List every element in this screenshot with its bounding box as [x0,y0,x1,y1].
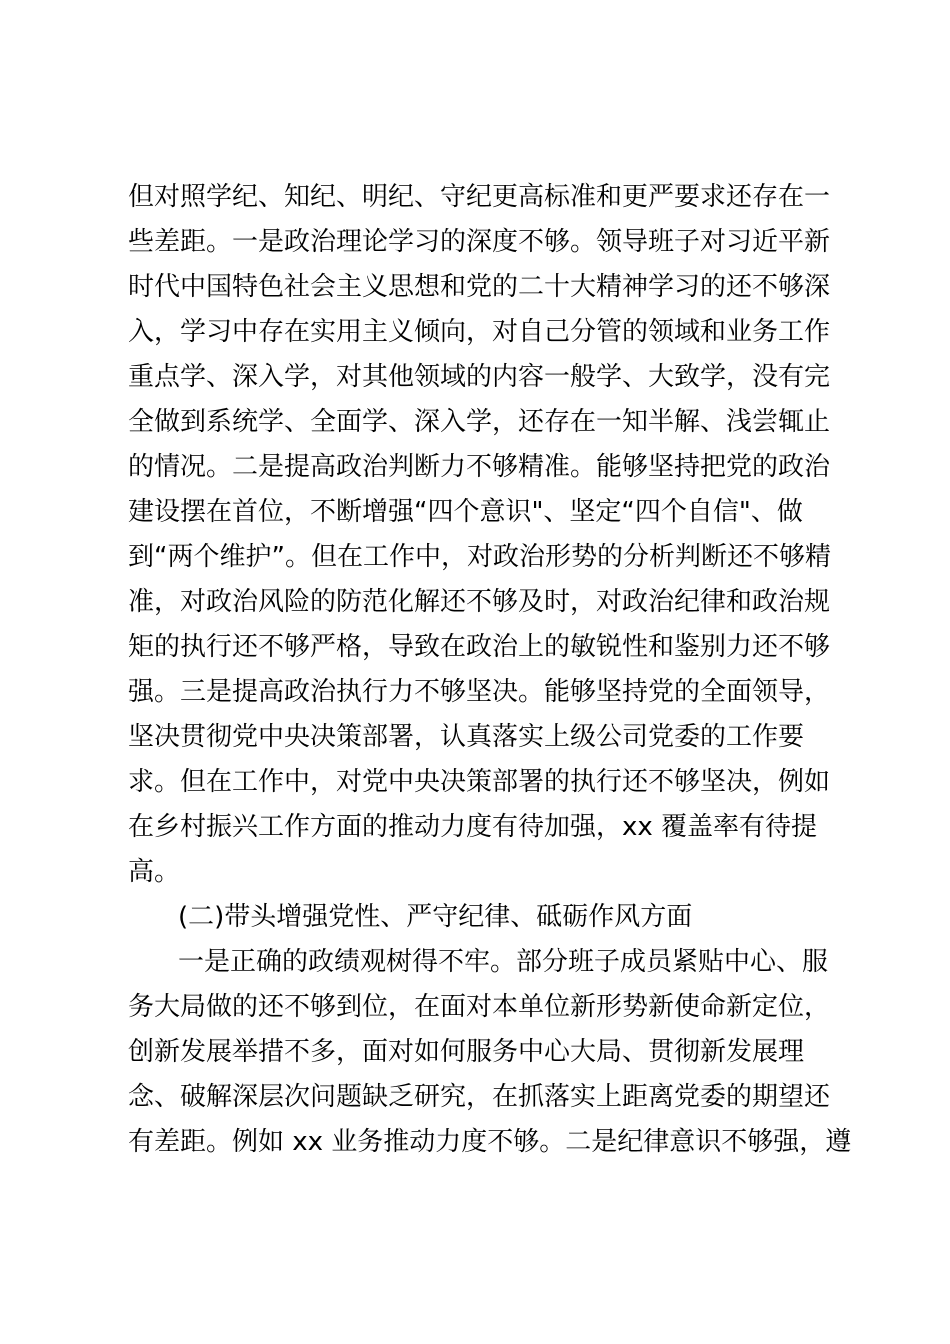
paragraph-line: 矩的执行还不够严格，导致在政治上的敏锐性和鉴别力还不够 [128,632,831,662]
paragraph-line: 些差距。一是政治理论学习的深度不够。领导班子对习近平新 [128,227,831,257]
paragraph-line: 念、破解深层次问题缺乏研究，在抓落实上距离党委的期望还 [128,1082,831,1112]
paragraph-line: 一是正确的政绩观树得不牢。部分班子成员紧贴中心、服 [178,947,829,977]
paragraph-line: 建设摆在首位，不断增强“四个意识"、坚定“四个自信"、做 [128,497,803,527]
paragraph-line: 高。 [128,857,181,887]
paragraph-line: 到“两个维护”。但在工作中，对政治形势的分析判断还不够精 [128,542,831,572]
paragraph-line: 入，学习中存在实用主义倾向，对自己分管的领域和业务工作 [128,317,831,347]
paragraph-line: 强。三是提高政治执行力不够坚决。能够坚持党的全面领导， [128,677,831,707]
paragraph-line: 但对照学纪、知纪、明纪、守纪更高标准和更严要求还存在一 [128,182,831,212]
paragraph-line: 全做到系统学、全面学、深入学，还存在一知半解、浅尝辄止 [128,407,831,437]
paragraph-line: 坚决贯彻党中央决策部署，认真落实上级公司党委的工作要 [128,722,805,752]
paragraph-line: 求。但在工作中，对党中央决策部署的执行还不够坚决，例如 [128,767,831,797]
paragraph-line: 的情况。二是提高政治判断力不够精准。能够坚持把党的政治 [128,452,831,482]
paragraph-line: 时代中国特色社会主义思想和党的二十大精神学习的还不够深 [128,272,831,302]
paragraph-line: 准，对政治风险的防范化解还不够及时，对政治纪律和政治规 [128,587,831,617]
paragraph-line: 有差距。例如 xx 业务推动力度不够。二是纪律意识不够强，遵 [128,1127,852,1157]
section-heading: (二)带头增强党性、严守纪律、砥砺作风方面 [178,902,693,932]
paragraph-line: 务大局做的还不够到位，在面对本单位新形势新使命新定位， [128,992,831,1022]
paragraph-line: 创新发展举措不多，面对如何服务中心大局、贯彻新发展理 [128,1037,805,1067]
paragraph-line: 在乡村振兴工作方面的推动力度有待加强，xx 覆盖率有待提 [128,812,818,842]
paragraph-line: 重点学、深入学，对其他领域的内容一般学、大致学，没有完 [128,362,831,392]
